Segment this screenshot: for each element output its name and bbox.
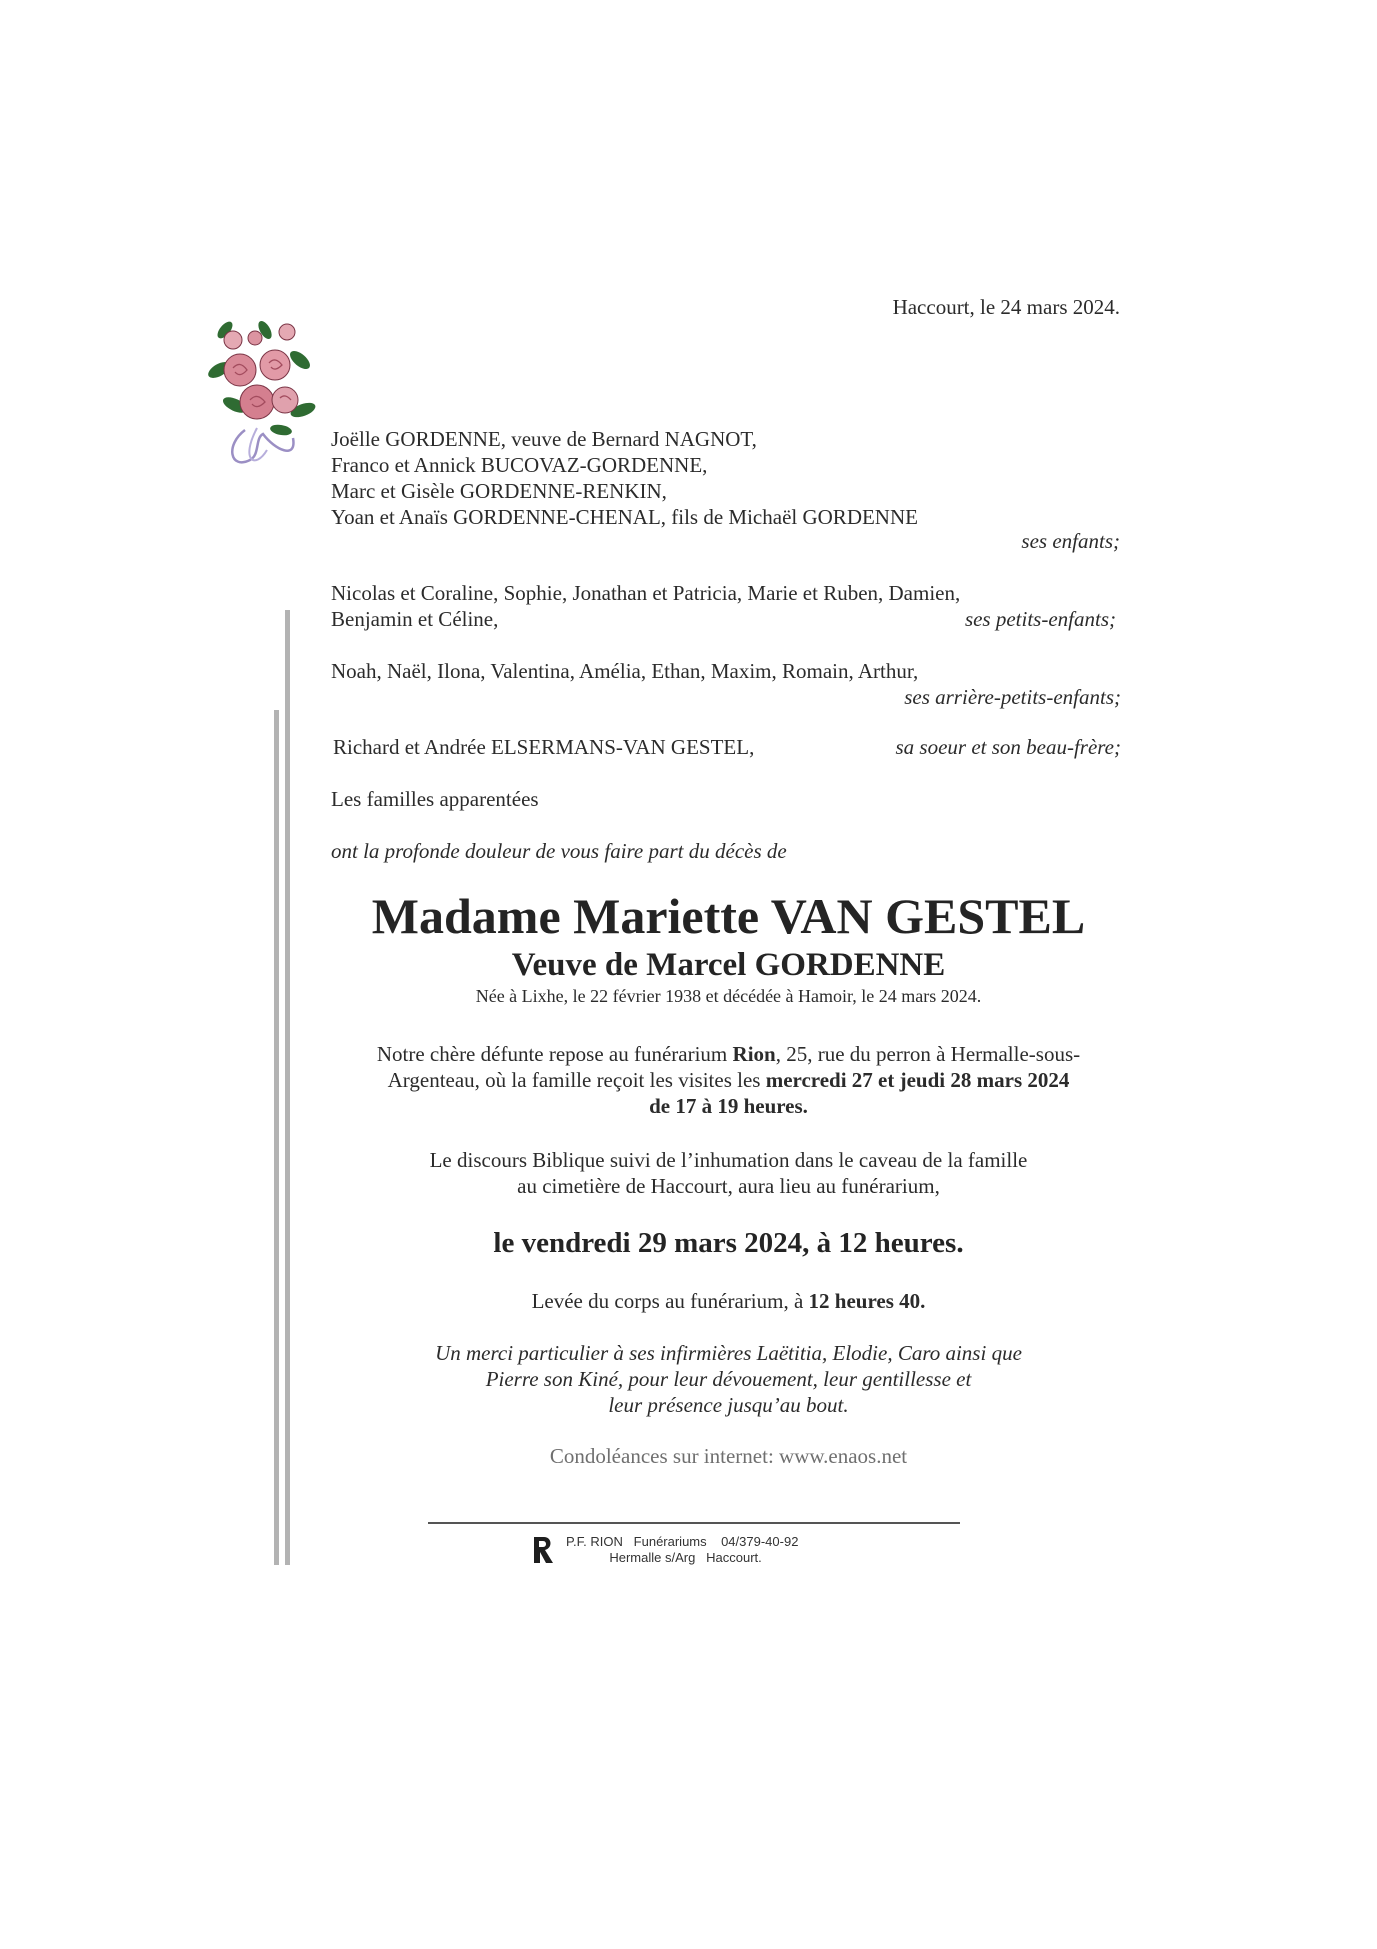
thanks-line: leur présence jusqu’au bout. [608,1393,849,1417]
place-date-line: Haccourt, le 24 mars 2024. [892,295,1120,319]
deceased-name: Madame Mariette VAN GESTEL [371,888,1086,944]
sister-names: Richard et Andrée ELSERMANS-VAN GESTEL, [333,735,755,759]
children-role: ses enfants; [1021,529,1120,553]
announcement-line: ont la profonde douleur de vous faire part du décès de [331,839,787,863]
ceremony-paragraph [0,1147,1377,1199]
list-item: Yoan et Anaïs GORDENNE-CHENAL, fils de Michaël GORDENNE [331,505,918,529]
deceased-widow-of: Veuve de Marcel GORDENNE [511,947,946,983]
grandchildren-line: Nicolas et Coraline, Sophie, Jonathan et Patricia, Marie et Ruben, Damien, [331,581,961,605]
footer-divider [428,1522,960,1524]
birth-death-line: Née à Lixhe, le 22 février 1938 et décédée à Hamoir, le 24 mars 2024. [475,986,982,1006]
rest-text: Argenteau, où la famille reçoit les visites les [387,1068,766,1092]
rest-text: , 25, rue du perron à Hermalle-sous- [775,1042,1081,1066]
rose-bouquet-icon [205,310,317,475]
grandchildren-role: ses petits-enfants; [964,607,1116,631]
sister-row [333,734,1121,760]
footer-info [566,1534,798,1566]
thanks-paragraph [0,1340,1377,1418]
great-grandchildren-line: Noah, Naël, Ilona, Valentina, Amélia, Ethan, Maxim, Romain, Arthur, [331,659,919,683]
list-item: Joëlle GORDENNE, veuve de Bernard NAGNOT, [331,427,757,451]
levee-line [0,1288,1377,1314]
grandchildren-line: Benjamin et Céline, [331,607,499,631]
footer-line-1: P.F. RION Funérariums 04/379-40-92 [566,1534,799,1549]
funeral-home-logo-icon [530,1535,556,1565]
ceremony-line: au cimetière de Haccourt, aura lieu au funérarium, [517,1174,940,1198]
list-item: Marc et Gisèle GORDENNE-RENKIN, [331,479,667,503]
sister-role: sa soeur et son beau-frère; [895,735,1121,759]
rest-hours: de 17 à 19 heures. [649,1094,808,1118]
rest-days: mercredi 27 et jeudi 28 mars 2024 [765,1068,1070,1092]
ceremony-date: le vendredi 29 mars 2024, à 12 heures. [493,1227,964,1259]
condolences-line: Condoléances sur internet: www.enaos.net [549,1444,908,1468]
grandchildren-row [331,606,1121,632]
thanks-line: Pierre son Kiné, pour leur dévouement, leur gentillesse et [485,1367,972,1391]
great-grandchildren-block [331,658,1121,710]
related-families: Les familles apparentées [331,787,539,811]
levee-time: 12 heures 40. [808,1289,926,1313]
rest-text: Notre chère défunte repose au funérarium [376,1042,733,1066]
list-item: Franco et Annick BUCOVAZ-GORDENNE, [331,453,708,477]
footer-line-2: Hermalle s/Arg Haccourt. [566,1550,762,1565]
children-list [331,426,918,530]
great-grandchildren-role: ses arrière-petits-enfants; [904,685,1121,709]
margin-rule-short [274,710,279,1565]
rest-place: Rion [732,1042,776,1066]
ceremony-line: Le discours Biblique suivi de l’inhumation dans le caveau de la famille [429,1148,1028,1172]
grandchildren-block [331,580,1121,632]
resting-place-paragraph [0,1041,1377,1119]
thanks-line: Un merci particulier à ses infirmières Laëtitia, Elodie, Caro ainsi que [435,1341,1022,1365]
levee-text: Levée du corps au funérarium, à [531,1289,809,1313]
